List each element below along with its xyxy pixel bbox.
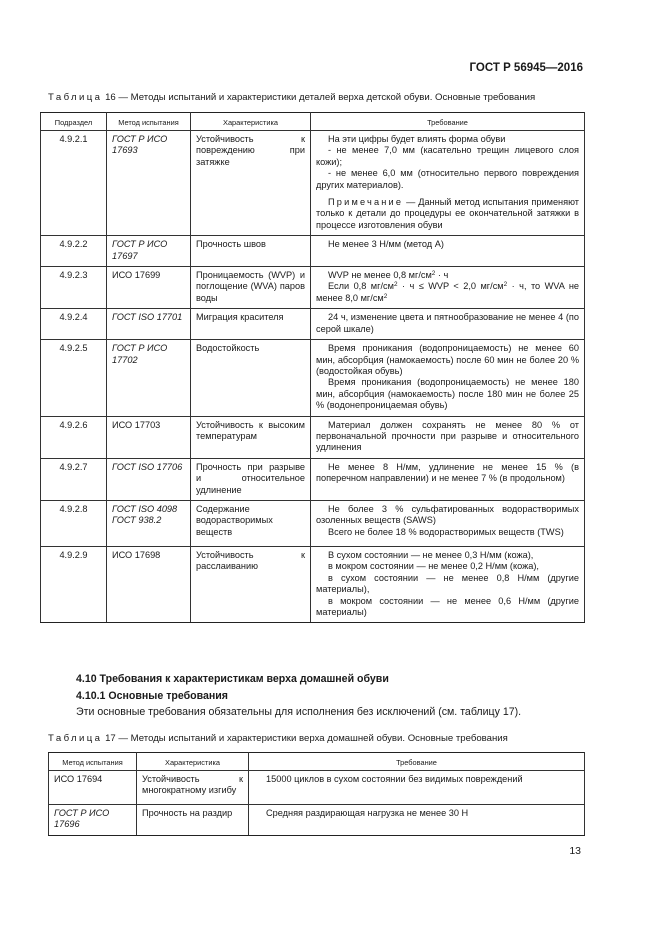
- table-16: [40, 112, 585, 623]
- requirement-line: Не менее 8 Н/мм, удлинение не менее 15 % (в поперечном направлении) и не менее 7 % (в продольном): [316, 461, 579, 484]
- table-row: [41, 236, 585, 267]
- section-4-10-1-text: Эти основные требования обязательны для исполнения без исключений (см. таблицу 17).: [76, 706, 522, 718]
- requirement-line: Всего не более 18 % водорастворимых веществ (TWS): [328, 526, 564, 537]
- table16-header-cell: Характеристика: [191, 113, 311, 131]
- characteristic-cell: Содержание водорастворимых веществ: [191, 500, 311, 546]
- superscript: 2: [431, 270, 436, 278]
- requirement-fragment: · ч ≤ WVP < 2,0 мг/см: [397, 281, 504, 292]
- table17-caption-word: Таблица: [48, 733, 103, 744]
- table16-caption: [48, 92, 535, 103]
- method-cell: ИСО 17703: [107, 416, 191, 458]
- table17-caption: [48, 733, 508, 744]
- characteristic-cell: Устойчивость к повреждению при затяжке: [191, 131, 311, 236]
- note-line: [316, 197, 579, 231]
- table-row: [41, 340, 585, 416]
- requirement-line: Время проникания (водопроницаемость) не менее 180 мин, абсорбция (намокаемость) после 180 мин не более 25 % (водонепроницаемая обувь): [316, 377, 579, 411]
- requirement-line: [316, 281, 579, 304]
- requirement-line: 24 ч, изменение цвета и пятнообразование не менее 4 (по серой шкале): [316, 312, 579, 334]
- table-row: [41, 131, 585, 236]
- requirement-fragment: · ч, то WVA не менее 8,0 мг/см: [316, 281, 580, 303]
- table16-header-cell: Подраздел: [41, 113, 107, 131]
- method-cell: ИСО 17694: [49, 771, 137, 805]
- table16-caption-text: 16 — Методы испытаний и характеристики деталей верха детской обуви. Основные требования: [102, 92, 536, 103]
- characteristic-cell: Прочность на раздир: [137, 805, 249, 836]
- requirement-fragment: · ч: [435, 270, 449, 281]
- characteristic-cell: Прочность швов: [191, 236, 311, 267]
- superscript: 2: [383, 292, 388, 300]
- requirement-cell: [311, 546, 585, 622]
- table16-header-cell: Требование: [311, 113, 585, 131]
- method-cell: ИСО 17698: [107, 546, 191, 622]
- table16-caption-word: Таблица: [48, 92, 103, 103]
- requirement-line: - не менее 7,0 мм (касательно трещин лицевого слоя кожи);: [316, 145, 579, 167]
- requirement-cell: [311, 131, 585, 236]
- section-4-10-1-title: 4.10.1 Основные требования: [76, 690, 228, 702]
- requirement-cell: [311, 458, 585, 500]
- subsection-cell: 4.9.2.9: [41, 546, 107, 622]
- requirement-line: В сухом состоянии — не менее 0,3 Н/мм (кожа),: [328, 549, 534, 560]
- table-row: [41, 416, 585, 458]
- characteristic-cell: Миграция красителя: [191, 309, 311, 340]
- note-text: — Данный метод испытания применяют только к детали до процедуры ее окончательной затяжки в процессе изготовления обуви: [316, 197, 579, 230]
- requirement-fragment: Если 0,8 мг/см: [328, 281, 394, 292]
- requirement-line: На эти цифры будет влиять форма обуви: [328, 134, 506, 144]
- subsection-cell: 4.9.2.4: [41, 309, 107, 340]
- characteristic-cell: Устойчивость к многократному изгибу: [137, 771, 249, 805]
- requirement-line: - не менее 6,0 мм (относительно первого повреждения других материалов).: [316, 168, 579, 190]
- requirement-line: Средняя раздирающая нагрузка не менее 30 Н: [266, 808, 469, 818]
- requirement-cell: [311, 267, 585, 309]
- table-17: [48, 752, 585, 836]
- table-row: [41, 267, 585, 309]
- requirement-cell: [311, 309, 585, 340]
- requirement-line: в мокром состоянии — не менее 0,2 Н/мм (кожа),: [328, 561, 539, 572]
- subsection-cell: 4.9.2.6: [41, 416, 107, 458]
- table-row: [49, 805, 585, 836]
- table-row: [41, 458, 585, 500]
- requirement-cell: [311, 416, 585, 458]
- requirement-line: в мокром состоянии — не менее 0,6 Н/мм (другие материалы): [316, 595, 579, 617]
- subsection-cell: 4.9.2.3: [41, 267, 107, 309]
- standard-code: ГОСТ Р 56945—2016: [469, 62, 583, 74]
- requirement-line: в сухом состоянии — не менее 0,8 Н/мм (другие материалы),: [316, 572, 579, 595]
- table16-header-cell: Метод испытания: [107, 113, 191, 131]
- method-cell: ГОСТ ISO 17701: [107, 309, 191, 340]
- requirement-cell: [311, 236, 585, 267]
- section-4-10-title: 4.10 Требования к характеристикам верха домашней обуви: [76, 673, 389, 685]
- method-cell: ИСО 17699: [107, 267, 191, 309]
- method-cell: ГОСТ Р ИСО 17697: [107, 236, 191, 267]
- method-cell: ГОСТ ISO 17706: [107, 458, 191, 500]
- table17-header-cell: Требование: [249, 753, 585, 771]
- table-row: [41, 309, 585, 340]
- requirement-line: Время проникания (водопроницаемость) не менее 60 мин, абсорбция (намокаемость) после 60 мин не более 20 % (водостойкая обувь): [316, 343, 579, 376]
- requirement-line: 15000 циклов в сухом состоянии без видимых повреждений: [266, 774, 523, 784]
- table-row: [41, 500, 585, 546]
- subsection-cell: 4.9.2.8: [41, 500, 107, 546]
- characteristic-cell: Устойчивость к расслаиванию: [191, 546, 311, 622]
- table-row: [41, 546, 585, 622]
- table17-caption-text: 17 — Методы испытаний и характеристики верха домашней обуви. Основные требования: [102, 733, 508, 744]
- subsection-cell: 4.9.2.2: [41, 236, 107, 267]
- subsection-cell: 4.9.2.7: [41, 458, 107, 500]
- requirement-fragment: WVP не менее 0,8 мг/см: [328, 270, 432, 281]
- superscript: 2: [503, 281, 508, 289]
- page-number: 13: [569, 845, 581, 857]
- subsection-cell: 4.9.2.1: [41, 131, 107, 236]
- subsection-cell: 4.9.2.5: [41, 340, 107, 416]
- requirement-line: Не менее 3 Н/мм (метод А): [328, 239, 444, 250]
- characteristic-cell: Прочность при разрыве и относительное удлинение: [191, 458, 311, 500]
- characteristic-cell: Проницаемость (WVP) и поглощение (WVA) паров воды: [191, 267, 311, 309]
- table17-header-cell: Характеристика: [137, 753, 249, 771]
- characteristic-cell: Устойчивость к высоким температурам: [191, 416, 311, 458]
- table-row: [49, 771, 585, 805]
- requirement-cell: [249, 805, 585, 836]
- method-cell: ГОСТ Р ИСО 17702: [107, 340, 191, 416]
- method-cell: ГОСТ Р ИСО 17696: [49, 805, 137, 836]
- requirement-line: Не более 3 % сульфатированных водорастворимых озоленных веществ (SAWS): [316, 503, 579, 526]
- requirement-cell: [311, 340, 585, 416]
- note-label: Примечание: [328, 197, 404, 208]
- characteristic-cell: Водостойкость: [191, 340, 311, 416]
- requirement-cell: [249, 771, 585, 805]
- requirement-line: [316, 270, 579, 281]
- requirement-line: Материал должен сохранять не менее 80 % от первоначальной прочности при разрыве и относительного удлинения: [316, 419, 579, 453]
- superscript: 2: [393, 281, 398, 289]
- method-cell: ГОСТ ISO 4098 ГОСТ 938.2: [107, 500, 191, 546]
- table17-header-cell: Метод испытания: [49, 753, 137, 771]
- requirement-cell: [311, 500, 585, 546]
- method-cell: ГОСТ Р ИСО 17693: [107, 131, 191, 236]
